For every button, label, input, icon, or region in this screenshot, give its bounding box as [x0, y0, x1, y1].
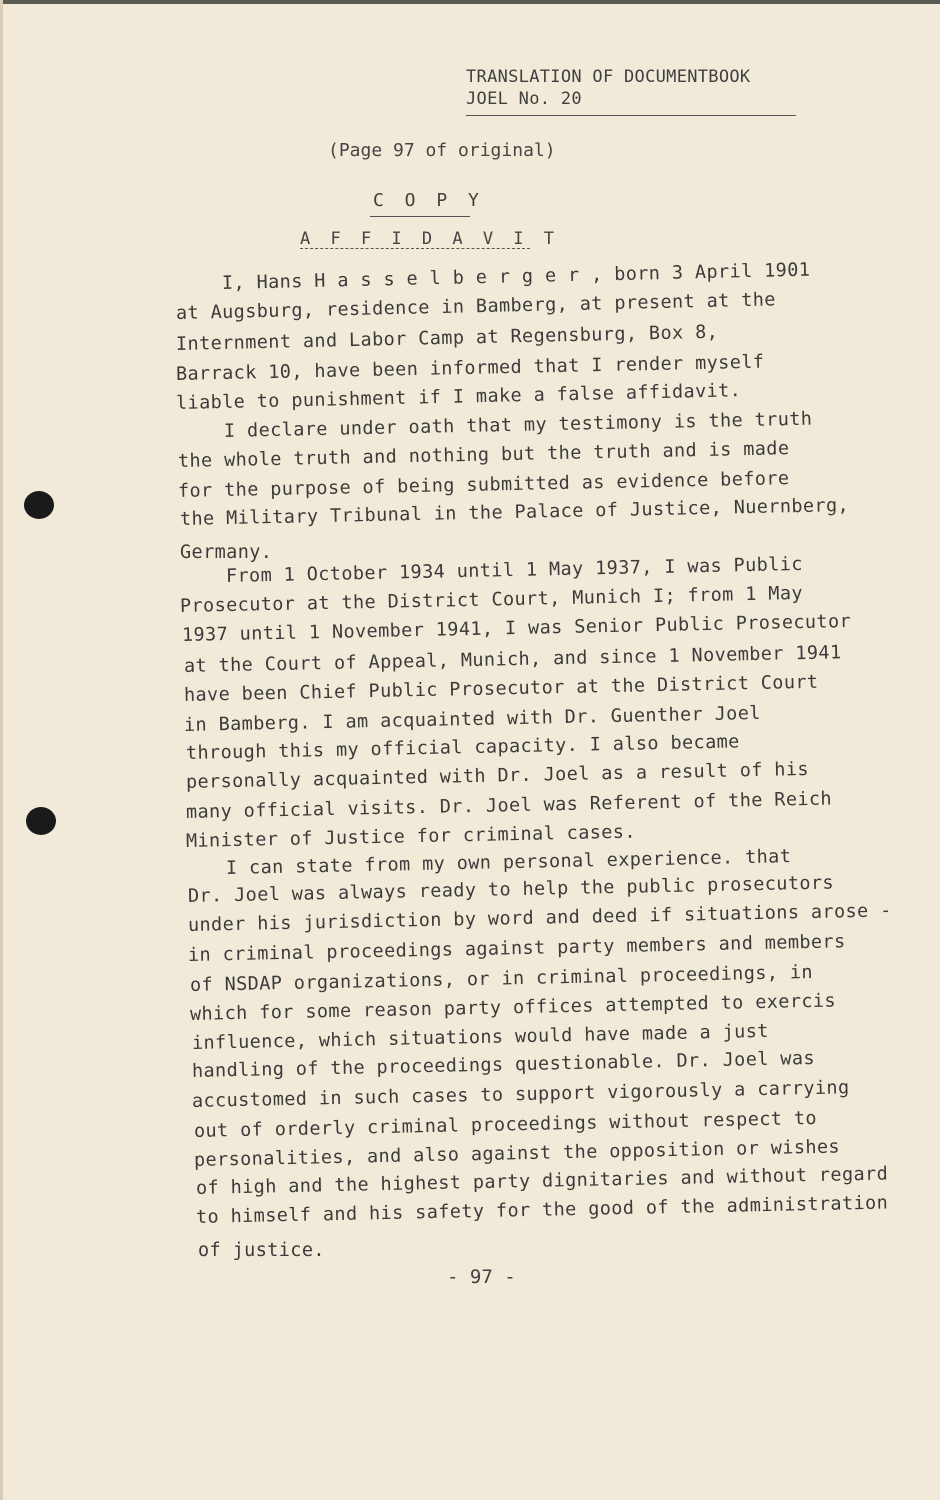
copy-underline [370, 216, 470, 217]
body-line: of NSDAP organizations, or in criminal proceedings, in [189, 961, 814, 996]
header-underline [466, 115, 796, 116]
body-line: the whole truth and nothing but the truth and is made [177, 438, 790, 472]
page-number: - 97 - [447, 1266, 516, 1288]
body-line: for the purpose of being submitted as evidence before [177, 468, 790, 502]
body-line: at Augsburg, residence in Bamberg, at present at the [175, 289, 777, 324]
document-header [466, 66, 750, 110]
body-line: under his jurisdiction by word and deed if situations arose - [187, 900, 892, 936]
body-line: Minister of Justice for criminal cases. [185, 821, 637, 852]
body-line: of justice. [198, 1240, 325, 1261]
body-line: out of orderly criminal proceedings without respect to [193, 1107, 818, 1142]
copy-title: C O P Y [373, 190, 484, 211]
header-line-2: JOEL No. 20 [466, 89, 582, 109]
body-line: through this my official capacity. I also became [185, 731, 740, 764]
top-edge [0, 0, 940, 4]
body-line: personally acquainted with Dr. Joel as a result of his [185, 758, 810, 793]
body-line: liable to punishment if I make a false affidavit. [175, 380, 742, 414]
body-line: From 1 October 1934 until 1 May 1937, I was Public [225, 553, 803, 587]
body-line: I can state from my own personal experience. that [225, 846, 792, 879]
body-line: Barrack 10, have been informed that I render myself [175, 351, 765, 385]
body-line: of high and the highest party dignitaries and without regard [195, 1163, 889, 1199]
header-line-1: TRANSLATION OF DOCUMENTBOOK [466, 67, 751, 87]
body-line: I declare under oath that my testimony is the truth [223, 408, 813, 442]
body-line: accustomed in such cases to support vigorously a carrying [191, 1077, 850, 1112]
body-line: the Military Tribunal in the Palace of Justice, Nuernberg, [179, 494, 850, 530]
punch-hole-icon [24, 491, 54, 519]
body-line: in criminal proceedings against party members and members [187, 931, 846, 966]
left-edge [0, 0, 3, 1500]
punch-hole-icon [26, 807, 56, 835]
body-line: which for some reason party offices attempted to exercis [189, 990, 837, 1025]
body-line: handling of the proceedings questionable. Dr. Joel was [191, 1047, 816, 1082]
affidavit-title: A F F I D A V I T [300, 229, 559, 249]
body-line: many official visits. Dr. Joel was Referent of the Reich [185, 788, 833, 823]
body-line: Dr. Joel was always ready to help the public prosecutors [187, 872, 835, 907]
page-reference: (Page 97 of original) [328, 140, 556, 161]
affidavit-underline [300, 248, 530, 249]
body-line: Prosecutor at the District Court, Munich I; from 1 May [179, 582, 804, 617]
body-line: Germany. [180, 542, 273, 563]
body-line: to himself and his safety for the good of the administration [195, 1192, 889, 1228]
body-line: personalities, and also against the opposition or wishes [193, 1136, 841, 1171]
body-line: at the Court of Appeal, Munich, and since 1 November 1941 [183, 642, 842, 677]
body-line: in Bamberg. I am acquainted with Dr. Guenther Joel [183, 702, 761, 736]
body-line: Internment and Labor Camp at Regensburg, Box 8, [175, 321, 719, 355]
body-line: 1937 until 1 November 1941, I was Senior Public Prosecutor [181, 610, 852, 646]
body-line: I, Hans H a s s e l b e r g e r , born 3 April 1901 [221, 259, 811, 294]
body-line: have been Chief Public Prosecutor at the District Court [183, 671, 819, 706]
body-line: influence, which situations would have made a just [191, 1020, 769, 1054]
